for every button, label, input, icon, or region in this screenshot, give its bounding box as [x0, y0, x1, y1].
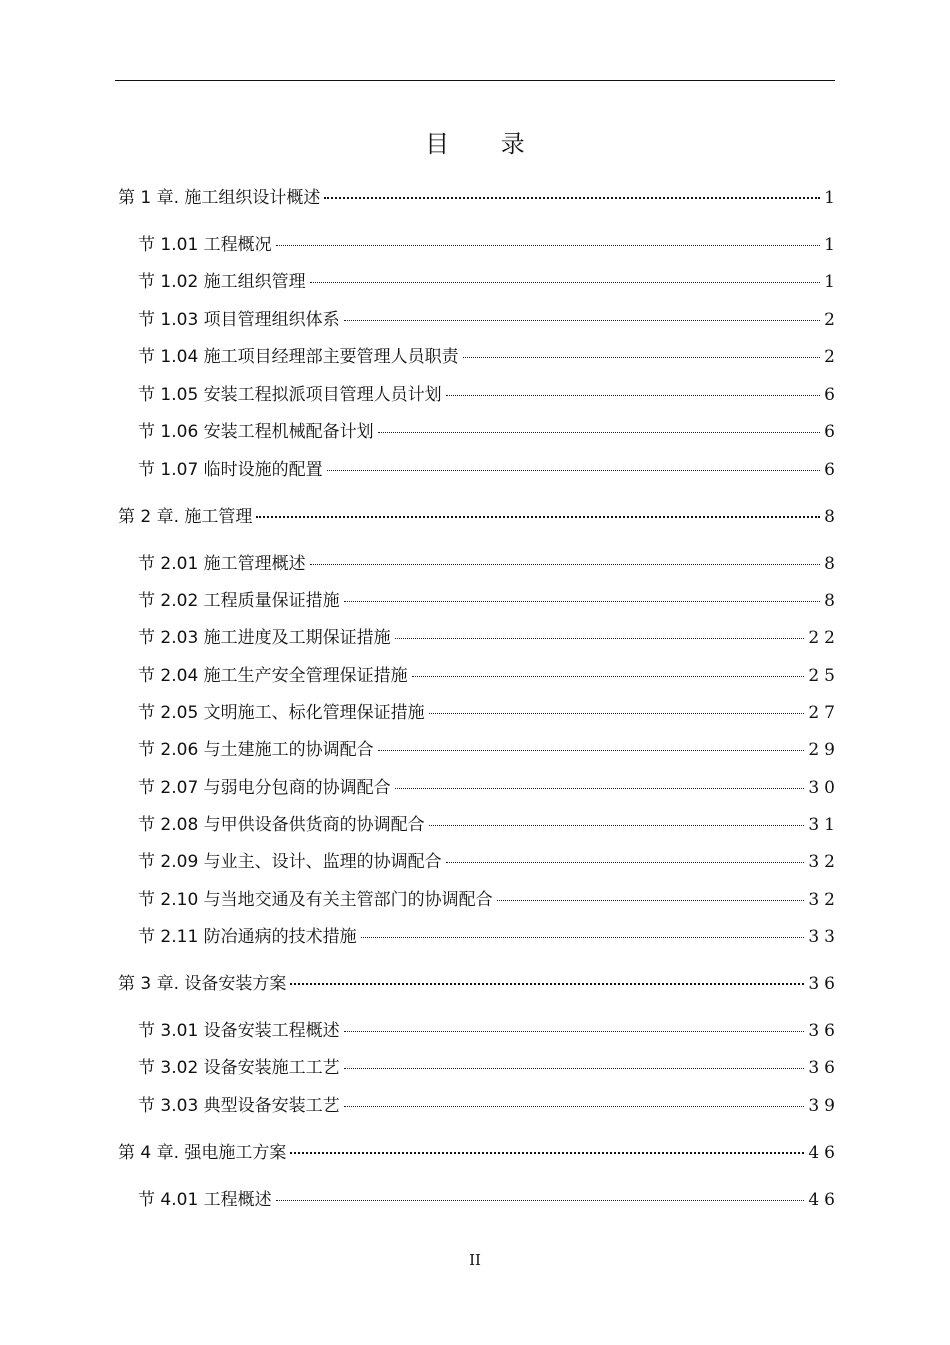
toc-chapter-1[interactable]: [118, 186, 840, 210]
toc-leader-dots: [378, 750, 805, 751]
toc-section-2-07[interactable]: [138, 776, 840, 800]
toc-entry-label: 节 1.03 项目管理组织体系: [138, 310, 340, 330]
toc-section-1-02[interactable]: [138, 270, 840, 294]
toc-entry-label: 节 2.09 与业主、设计、监理的协调配合: [138, 852, 442, 872]
toc-section-4-01[interactable]: [138, 1188, 840, 1212]
toc-entry-page: 46: [808, 1190, 840, 1210]
toc-entry-label: 节 2.03 施工进度及工期保证措施: [138, 628, 391, 648]
toc-entry-label: 节 3.01 设备安装工程概述: [138, 1021, 340, 1041]
toc-section-2-03[interactable]: [138, 626, 840, 650]
toc-section-1-07[interactable]: [138, 458, 840, 482]
toc-entry-page: 36: [808, 1021, 840, 1041]
toc-leader-dots: [344, 601, 821, 602]
toc-entry-page: 33: [808, 927, 840, 947]
toc-entry-label: 第 2 章. 施工管理: [118, 507, 253, 527]
toc-section-3-01[interactable]: [138, 1019, 840, 1043]
toc-entry-label: 节 2.04 施工生产安全管理保证措施: [138, 666, 408, 686]
toc-title: 目 录: [425, 130, 547, 158]
toc-entry-page: 32: [808, 852, 840, 872]
toc-section-1-05[interactable]: [138, 383, 840, 407]
toc-leader-dots: [310, 564, 821, 565]
toc-entry-label: 节 2.01 施工管理概述: [138, 554, 306, 574]
toc-entry-page: 46: [808, 1143, 840, 1163]
toc-entry-page: 30: [808, 778, 840, 798]
toc-leader-dots: [290, 1152, 804, 1154]
toc-entry-label: 第 3 章. 设备安装方案: [118, 974, 287, 994]
toc-section-1-03[interactable]: [138, 308, 840, 332]
toc-entry-page: 6: [824, 385, 840, 405]
toc-entry-page: 1: [824, 188, 840, 208]
toc-entry-page: 8: [824, 554, 840, 574]
toc-entry-page: 31: [808, 815, 840, 835]
toc-leader-dots: [344, 320, 821, 321]
toc-entry-label: 节 3.02 设备安装施工工艺: [138, 1058, 340, 1078]
toc-section-1-04[interactable]: [138, 345, 840, 369]
toc-leader-dots: [276, 245, 821, 246]
toc-entry-page: 36: [808, 974, 840, 994]
toc-section-2-01[interactable]: [138, 552, 840, 576]
toc-leader-dots: [429, 825, 805, 826]
toc-section-1-01[interactable]: [138, 233, 840, 257]
toc-section-2-11[interactable]: [138, 925, 840, 949]
toc-section-1-06[interactable]: [138, 420, 840, 444]
toc-entry-label: 第 1 章. 施工组织设计概述: [118, 188, 321, 208]
toc-leader-dots: [256, 516, 820, 518]
toc-entry-page: 22: [808, 628, 840, 648]
toc-entry-label: 节 2.02 工程质量保证措施: [138, 591, 340, 611]
page-number: II: [469, 1251, 481, 1269]
toc-leader-dots: [446, 862, 805, 863]
toc-leader-dots: [412, 676, 805, 677]
toc-entry-label: 节 2.07 与弱电分包商的协调配合: [138, 778, 391, 798]
toc-entry-label: 节 3.03 典型设备安装工艺: [138, 1096, 340, 1116]
toc-entry-label: 节 1.06 安装工程机械配备计划: [138, 422, 374, 442]
toc-entry-label: 节 2.06 与土建施工的协调配合: [138, 740, 374, 760]
toc-section-2-05[interactable]: [138, 701, 840, 725]
toc-section-2-02[interactable]: [138, 589, 840, 613]
toc-chapter-2[interactable]: [118, 505, 840, 529]
toc-chapter-3[interactable]: [118, 972, 840, 996]
toc-leader-dots: [395, 638, 805, 639]
toc-leader-dots: [429, 713, 805, 714]
toc-leader-dots: [327, 470, 821, 471]
toc-leader-dots: [324, 197, 820, 199]
toc-section-2-06[interactable]: [138, 738, 840, 762]
toc-entry-page: 6: [824, 422, 840, 442]
toc-section-2-09[interactable]: [138, 850, 840, 874]
toc-entry-label: 节 2.08 与甲供设备供货商的协调配合: [138, 815, 425, 835]
toc-leader-dots: [344, 1106, 805, 1107]
toc-entry-label: 节 1.01 工程概况: [138, 235, 272, 255]
toc-entry-label: 节 2.10 与当地交通及有关主管部门的协调配合: [138, 890, 493, 910]
toc-entry-page: 32: [808, 890, 840, 910]
toc-entry-page: 1: [824, 272, 840, 292]
toc-entry-label: 节 1.02 施工组织管理: [138, 272, 306, 292]
toc-leader-dots: [361, 937, 805, 938]
toc-entry-label: 节 1.07 临时设施的配置: [138, 460, 323, 480]
toc-section-2-08[interactable]: [138, 813, 840, 837]
toc-leader-dots: [290, 983, 804, 985]
toc-entry-page: 2: [824, 347, 840, 367]
toc-leader-dots: [310, 282, 821, 283]
toc-leader-dots: [497, 900, 805, 901]
toc-entry-page: 6: [824, 460, 840, 480]
toc-section-2-04[interactable]: [138, 664, 840, 688]
toc-section-2-10[interactable]: [138, 888, 840, 912]
toc-section-3-02[interactable]: [138, 1056, 840, 1080]
toc-leader-dots: [463, 357, 821, 358]
toc-entry-label: 节 2.11 防冶通病的技术措施: [138, 927, 357, 947]
toc-leader-dots: [378, 432, 821, 433]
toc-leader-dots: [344, 1068, 805, 1069]
toc-entry-label: 节 4.01 工程概述: [138, 1190, 272, 1210]
toc-entry-page: 1: [824, 235, 840, 255]
toc-section-3-03[interactable]: [138, 1094, 840, 1118]
toc-entry-page: 36: [808, 1058, 840, 1078]
toc-entry-label: 节 2.05 文明施工、标化管理保证措施: [138, 703, 425, 723]
toc-entry-label: 节 1.05 安装工程拟派项目管理人员计划: [138, 385, 442, 405]
toc-leader-dots: [276, 1200, 805, 1201]
toc-entry-page: 29: [808, 740, 840, 760]
toc-entry-page: 8: [824, 591, 840, 611]
toc-entry-page: 8: [824, 507, 840, 527]
toc-leader-dots: [344, 1031, 805, 1032]
toc-leader-dots: [446, 395, 821, 396]
toc-entry-page: 27: [808, 703, 840, 723]
toc-entry-page: 25: [808, 666, 840, 686]
toc-chapter-4[interactable]: [118, 1141, 840, 1165]
toc-entry-page: 39: [808, 1096, 840, 1116]
toc-entry-page: 2: [824, 310, 840, 330]
toc-entry-label: 节 1.04 施工项目经理部主要管理人员职责: [138, 347, 459, 367]
toc-leader-dots: [395, 788, 805, 789]
toc-entry-label: 第 4 章. 强电施工方案: [118, 1143, 287, 1163]
